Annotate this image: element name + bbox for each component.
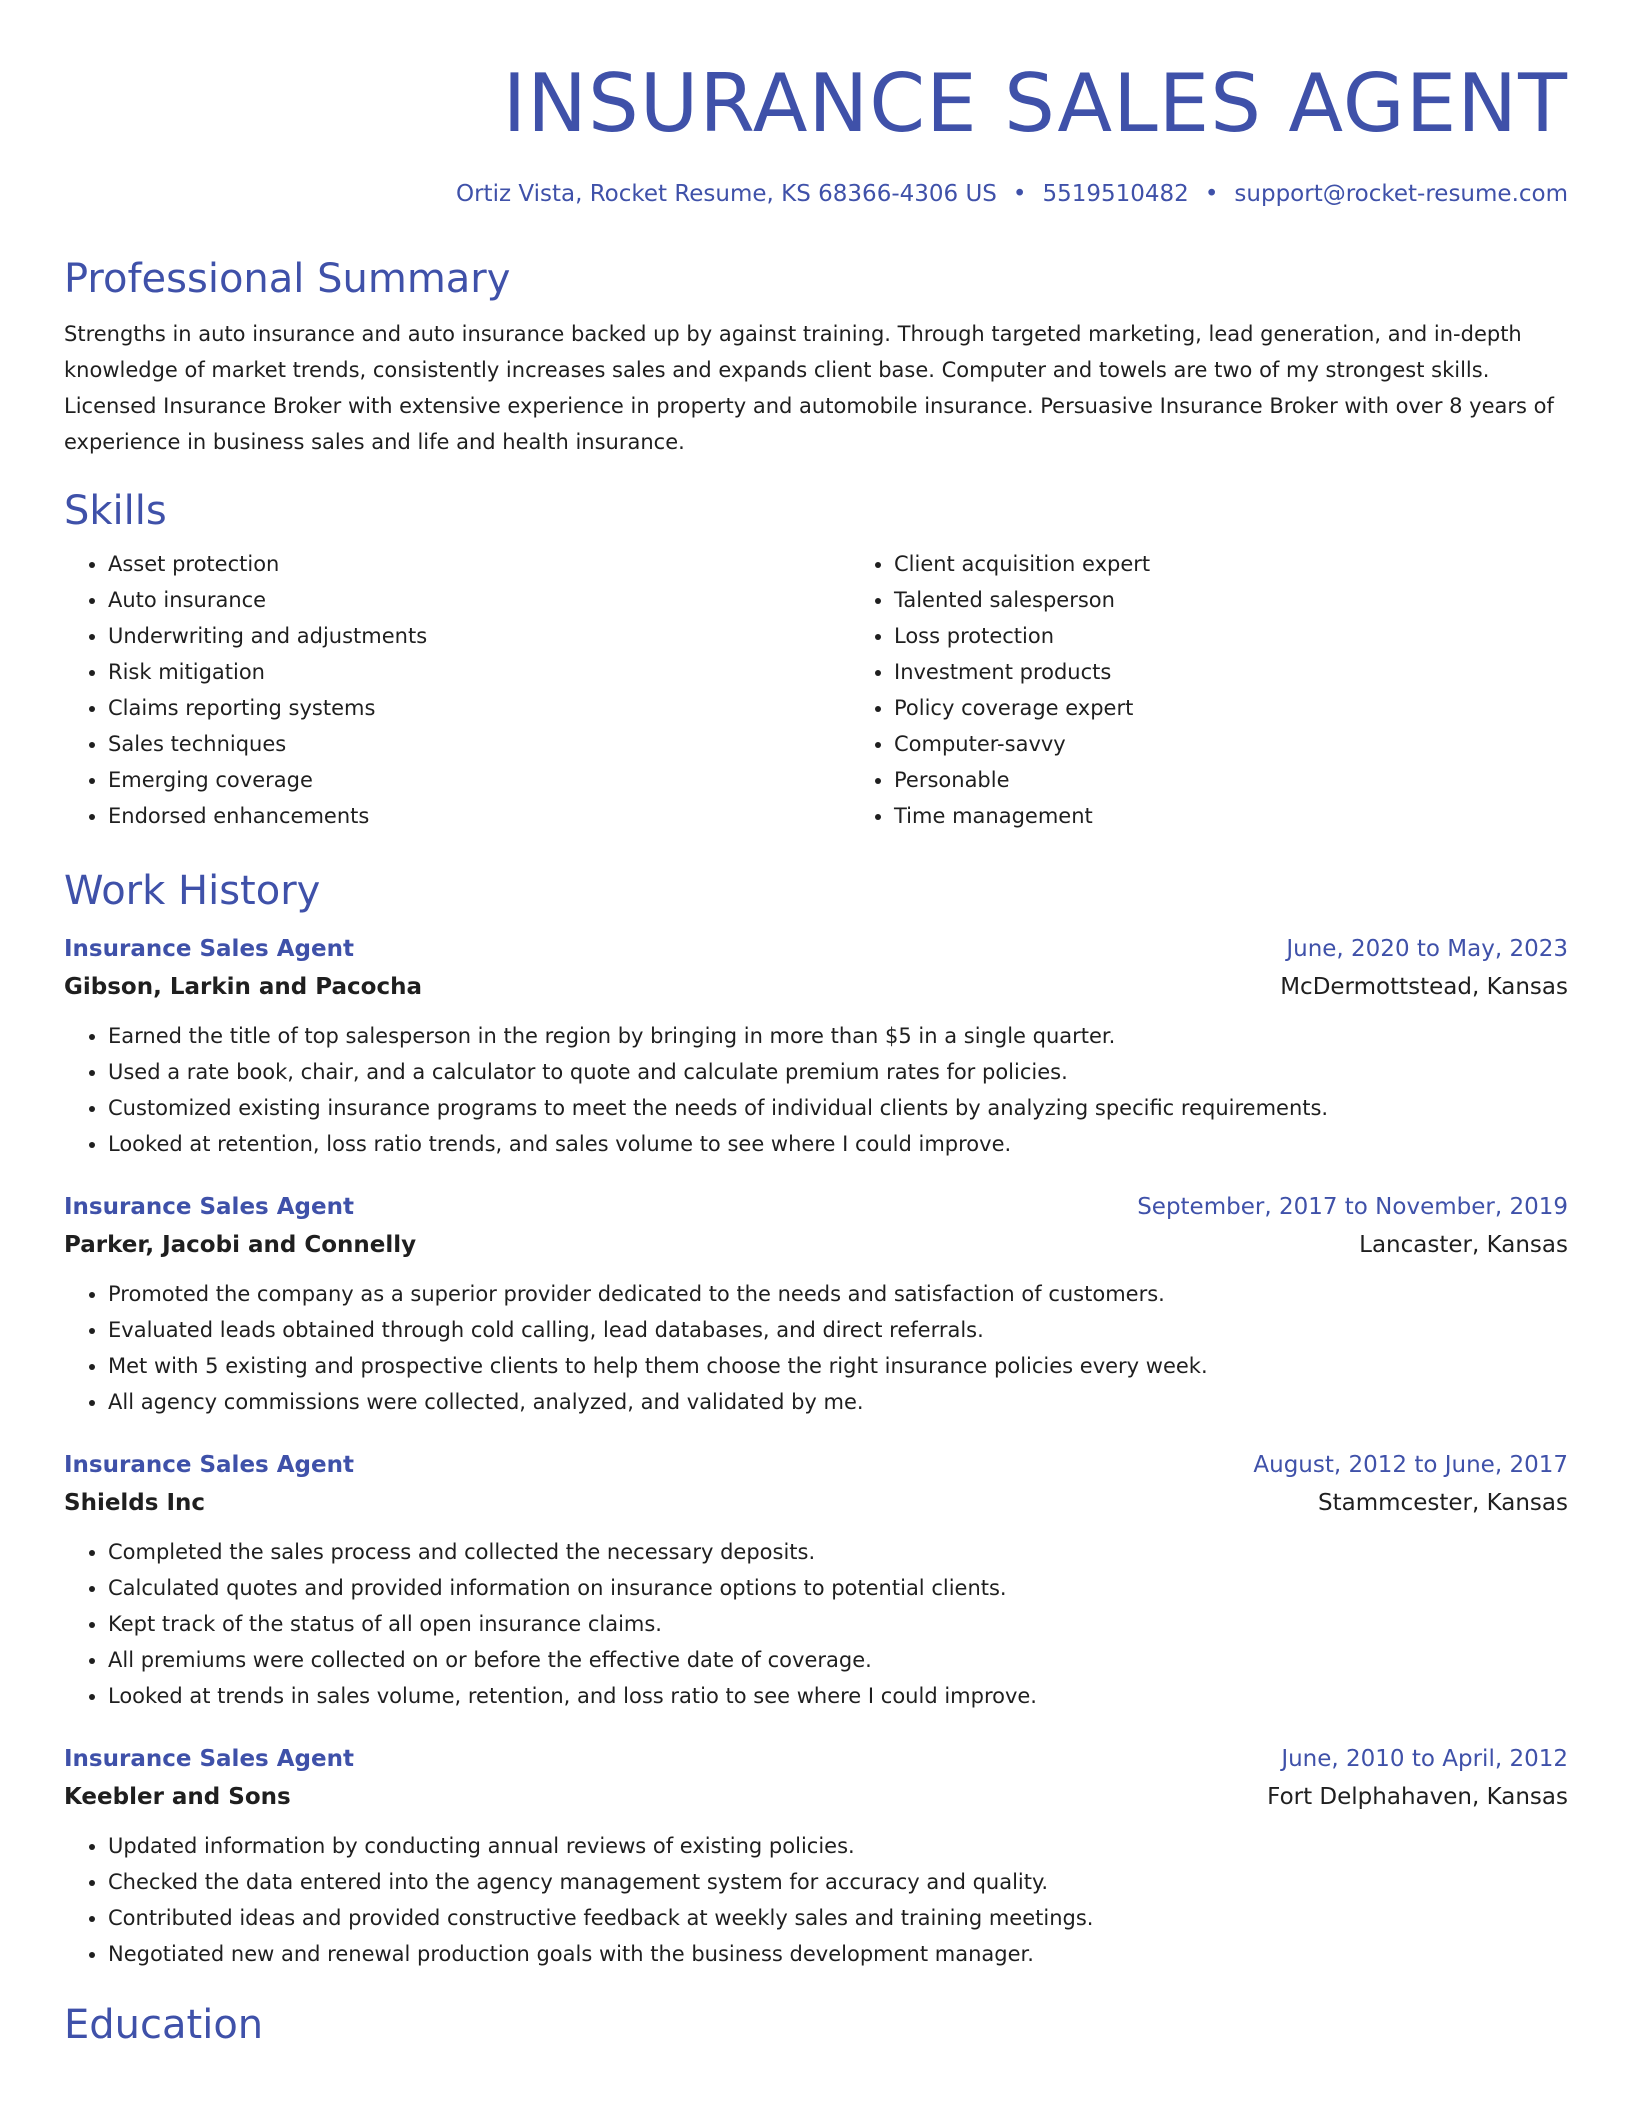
skill-item: • Client acquisition expert xyxy=(894,546,1568,582)
job-dates: August, 2012 to June, 2017 xyxy=(1253,1452,1568,1478)
skill-item: • Underwriting and adjustments xyxy=(108,618,850,654)
job-bullet: • Negotiated new and renewal production goals with the business development manager. xyxy=(108,1936,1568,1972)
job-company-row xyxy=(64,1484,1568,1522)
job-entry xyxy=(64,1188,1568,1420)
contact-line xyxy=(64,178,1568,210)
contact-separator: • xyxy=(1012,181,1027,207)
job-dates: June, 2010 to April, 2012 xyxy=(1281,1746,1568,1772)
job-entry xyxy=(64,930,1568,1162)
skills-list xyxy=(64,546,1568,834)
job-header-row xyxy=(64,1446,1568,1484)
skill-item: • Policy coverage expert xyxy=(894,690,1568,726)
work-history-heading: Work History xyxy=(64,868,321,914)
job-company-row xyxy=(64,1778,1568,1816)
job-bullets xyxy=(64,1828,1568,1972)
job-bullet: • Earned the title of top salesperson in the region by bringing in more than $5 in a single quarter. xyxy=(108,1018,1568,1054)
job-dates: June, 2020 to May, 2023 xyxy=(1286,936,1568,962)
summary-heading: Professional Summary xyxy=(64,256,511,302)
job-bullet: • All premiums were collected on or before the effective date of coverage. xyxy=(108,1642,1568,1678)
job-company: Gibson, Larkin and Pacocha xyxy=(64,974,423,1000)
job-bullet: • Checked the data entered into the agency management system for accuracy and quality. xyxy=(108,1864,1568,1900)
skills-heading: Skills xyxy=(64,488,167,534)
skills-column-right xyxy=(850,546,1568,834)
job-bullet: • Looked at retention, loss ratio trends, and sales volume to see where I could improve. xyxy=(108,1126,1568,1162)
job-bullet: • Calculated quotes and provided information on insurance options to potential clients. xyxy=(108,1570,1568,1606)
job-bullet: • Used a rate book, chair, and a calculator to quote and calculate premium rates for policies. xyxy=(108,1054,1568,1090)
skill-item: • Personable xyxy=(894,762,1568,798)
job-bullet: • Kept track of the status of all open insurance claims. xyxy=(108,1606,1568,1642)
job-bullets xyxy=(64,1018,1568,1162)
skills-column-left xyxy=(64,546,850,834)
job-dates: September, 2017 to November, 2019 xyxy=(1137,1194,1568,1220)
contact-email: support@rocket-resume.com xyxy=(1234,181,1568,207)
job-bullet: • Completed the sales process and collected the necessary deposits. xyxy=(108,1534,1568,1570)
skill-item: • Auto insurance xyxy=(108,582,850,618)
job-title: Insurance Sales Agent xyxy=(64,1746,354,1772)
job-entry xyxy=(64,1446,1568,1714)
job-header-row xyxy=(64,1188,1568,1226)
job-title: Insurance Sales Agent xyxy=(64,1194,354,1220)
skill-item: • Claims reporting systems xyxy=(108,690,850,726)
job-location: McDermottstead, Kansas xyxy=(1280,974,1568,1000)
job-bullets xyxy=(64,1534,1568,1714)
job-bullet: • Met with 5 existing and prospective clients to help them choose the right insurance policies every week. xyxy=(108,1348,1568,1384)
skill-item: • Loss protection xyxy=(894,618,1568,654)
job-bullet: • Looked at trends in sales volume, retention, and loss ratio to see where I could improve. xyxy=(108,1678,1568,1714)
job-title: Insurance Sales Agent xyxy=(64,1452,354,1478)
skill-item: • Risk mitigation xyxy=(108,654,850,690)
summary-text: Strengths in auto insurance and auto insurance backed up by against training. Through targeted marketing, lead generation, and in-depth knowledge of market trends, consistently increases sales and expands client base. Computer and towels are two of my strongest skills. Licensed Insurance Broker with extensive experience in property and automobile insurance. Persuasive Insurance Broker with over 8 years of experience in business sales and life and health insurance. xyxy=(64,322,1554,454)
resume-page xyxy=(64,0,1568,2050)
job-bullet: • Evaluated leads obtained through cold calling, lead databases, and direct referrals. xyxy=(108,1312,1568,1348)
skill-item: • Sales techniques xyxy=(108,726,850,762)
job-company-row xyxy=(64,968,1568,1006)
job-bullet: • Promoted the company as a superior provider dedicated to the needs and satisfaction of customers. xyxy=(108,1276,1568,1312)
skill-item: • Investment products xyxy=(894,654,1568,690)
resume-name: INSURANCE SALES AGENT xyxy=(502,57,1568,150)
education-heading: Education xyxy=(64,2002,264,2048)
skill-item: • Emerging coverage xyxy=(108,762,850,798)
job-bullet: • All agency commissions were collected, analyzed, and validated by me. xyxy=(108,1384,1568,1420)
job-bullets xyxy=(64,1276,1568,1420)
skill-item: • Endorsed enhancements xyxy=(108,798,850,834)
skill-item: • Computer-savvy xyxy=(894,726,1568,762)
job-company: Parker, Jacobi and Connelly xyxy=(64,1232,417,1258)
job-company: Keebler and Sons xyxy=(64,1784,291,1810)
job-entry xyxy=(64,1740,1568,1972)
job-bullet: • Updated information by conducting annual reviews of existing policies. xyxy=(108,1828,1568,1864)
job-bullet: • Customized existing insurance programs to meet the needs of individual clients by analyzing specific requirements. xyxy=(108,1090,1568,1126)
job-bullet: • Contributed ideas and provided constructive feedback at weekly sales and training meetings. xyxy=(108,1900,1568,1936)
skill-item: • Time management xyxy=(894,798,1568,834)
job-company: Shields Inc xyxy=(64,1490,206,1516)
job-location: Fort Delphahaven, Kansas xyxy=(1267,1784,1568,1810)
skill-item: • Asset protection xyxy=(108,546,850,582)
job-title: Insurance Sales Agent xyxy=(64,936,354,962)
job-location: Stammcester, Kansas xyxy=(1318,1490,1568,1516)
job-header-row xyxy=(64,1740,1568,1778)
job-location: Lancaster, Kansas xyxy=(1359,1232,1568,1258)
contact-separator: • xyxy=(1204,181,1219,207)
skill-item: • Talented salesperson xyxy=(894,582,1568,618)
job-company-row xyxy=(64,1226,1568,1264)
job-header-row xyxy=(64,930,1568,968)
contact-address: Ortiz Vista, Rocket Resume, KS 68366-4306 US xyxy=(456,181,997,207)
contact-phone: 5519510482 xyxy=(1042,181,1189,207)
